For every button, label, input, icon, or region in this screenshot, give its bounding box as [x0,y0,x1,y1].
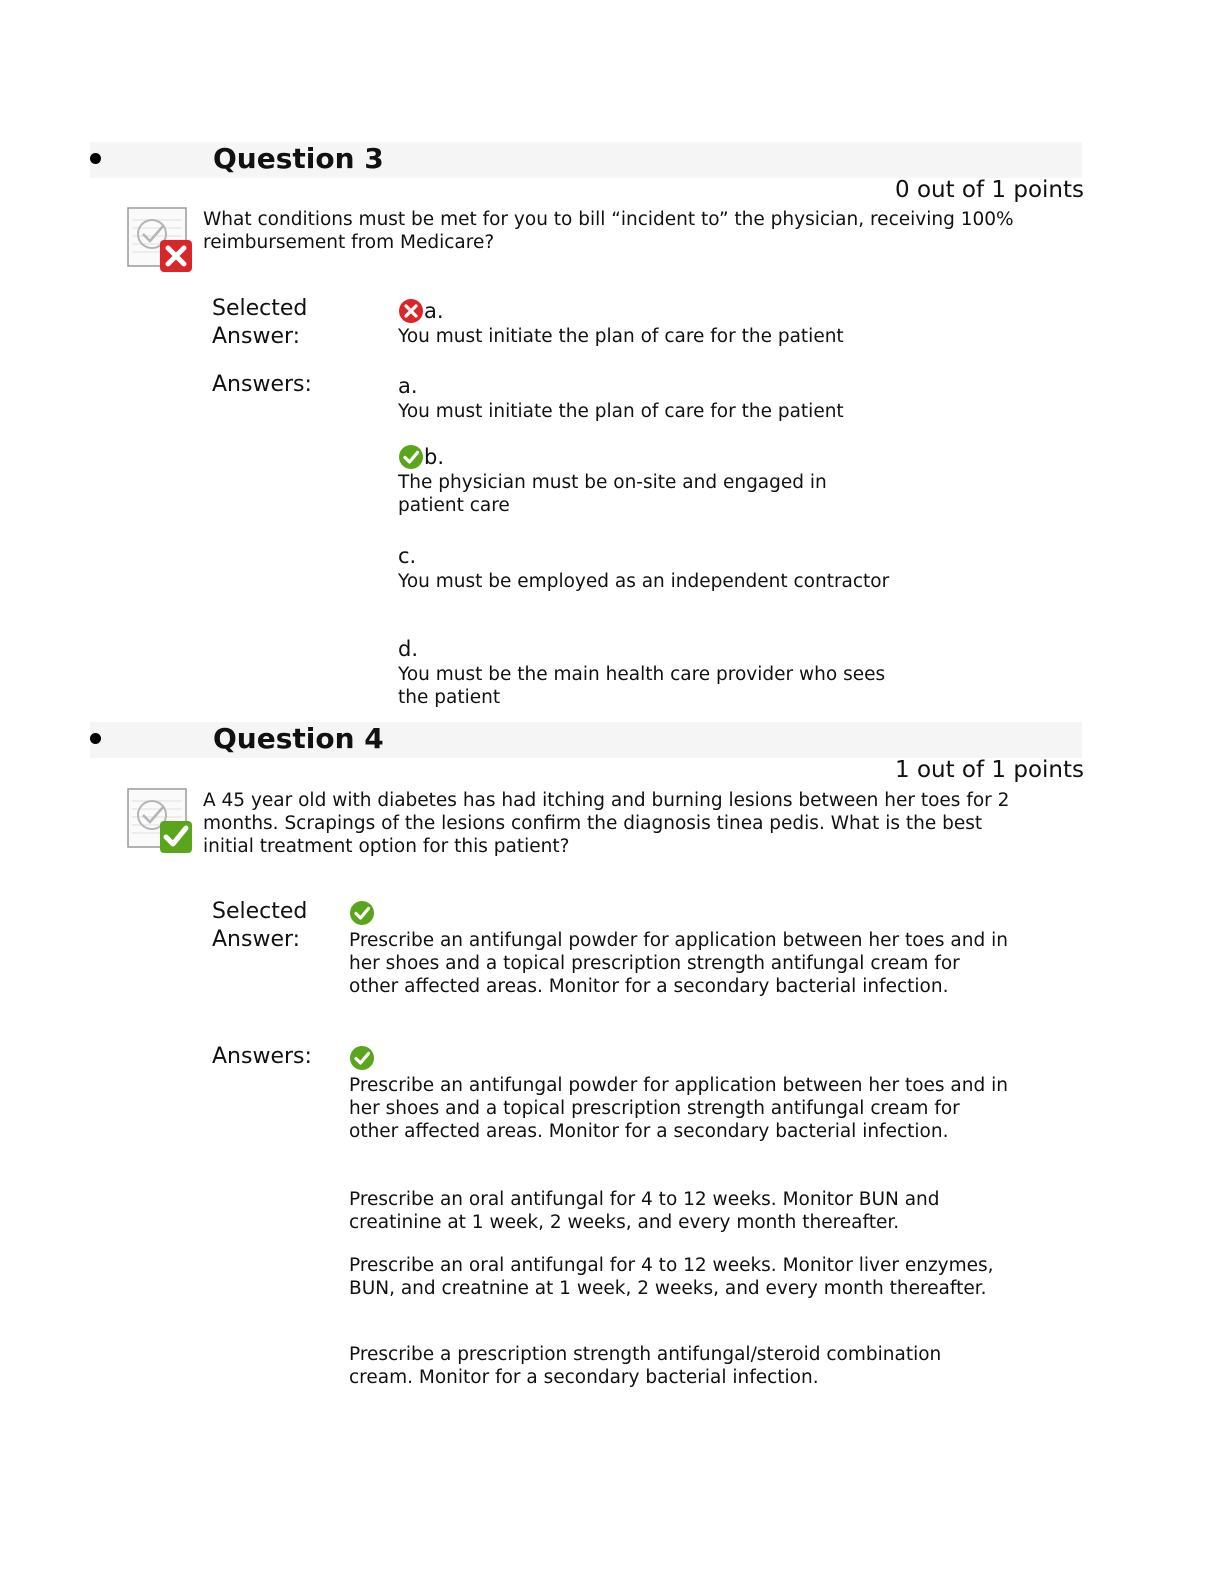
answer-option-3: Prescribe an oral antifungal for 4 to 12 weeks. Monitor liver enzymes, BUN, and creatnine at 1 week, 2 weeks, and every month thereafter. [349,1255,994,1299]
question-title: Question 3 [213,142,384,175]
answer-text: You must be the main health care provider who sees the patient [398,664,886,708]
paper-red-x-icon [126,206,194,274]
answer-option-b [398,444,898,517]
red-x-circle-icon [398,298,424,324]
bullet [90,153,101,164]
selected-answer-label [212,898,307,954]
green-check-circle-icon [398,444,424,470]
answer-option-d [398,637,898,709]
question-points: 0 out of 1 points [895,177,1084,203]
selected-answer [349,900,1009,998]
answer-text: You must be employed as an independent contractor [398,571,890,592]
selected-text: Prescribe an antifungal powder for application between her toes and in her shoes and a topical prescription strength antifungal cream for other affected areas. Monitor for a secondary bacterial infection. [349,930,1008,997]
green-check-circle-icon [349,900,375,926]
answers-label: Answers: [212,1044,312,1069]
bullet [90,733,101,744]
selected-label-line1: Selected [212,899,308,924]
question-text: A 45 year old with diabetes has had itching and burning lesions between her toes for 2 months. Scrapings of the lesions confirm the diagnosis tinea pedis. What is the best initial treatment option for this patient? [203,790,1010,857]
question-points: 1 out of 1 points [895,757,1084,783]
selected-label-line1: Selected [212,296,308,321]
selected-label-line2: Answer: [212,927,301,952]
paper-green-check-icon [126,787,194,855]
question-title: Question 4 [213,722,384,755]
answer-text: Prescribe an antifungal powder for application between her toes and in her shoes and a topical prescription strength antifungal cream for other affected areas. Monitor for a secondary bacterial infection. [349,1075,1008,1142]
selected-answer [398,298,898,348]
answer-text: The physician must be on-site and engaged in patient care [398,472,827,516]
answers-label: Answers: [212,372,312,397]
selected-letter: a. [424,298,444,323]
selected-answer-label [212,295,307,351]
answer-option-4: Prescribe a prescription strength antifungal/steroid combination cream. Monitor for a secondary bacterial infection. [349,1344,942,1388]
answer-text: You must initiate the plan of care for the patient [398,401,844,422]
answer-option-2: Prescribe an oral antifungal for 4 to 12 weeks. Monitor BUN and creatinine at 1 week, 2 weeks, and every month thereafter. [349,1189,940,1233]
answer-letter: d. [398,637,419,661]
question-text: What conditions must be met for you to bill “incident to” the physician, receiving 100% reimbursement from Medicare? [203,209,1014,253]
answer-letter: a. [398,374,418,398]
answer-letter: b. [424,444,445,469]
selected-text: You must initiate the plan of care for the patient [398,326,844,347]
answer-option-a [398,374,898,423]
answer-option-c [398,544,898,593]
answer-letter: c. [398,544,417,568]
answer-option-1 [349,1045,1009,1143]
green-check-circle-icon [349,1045,375,1071]
selected-label-line2: Answer: [212,324,301,349]
